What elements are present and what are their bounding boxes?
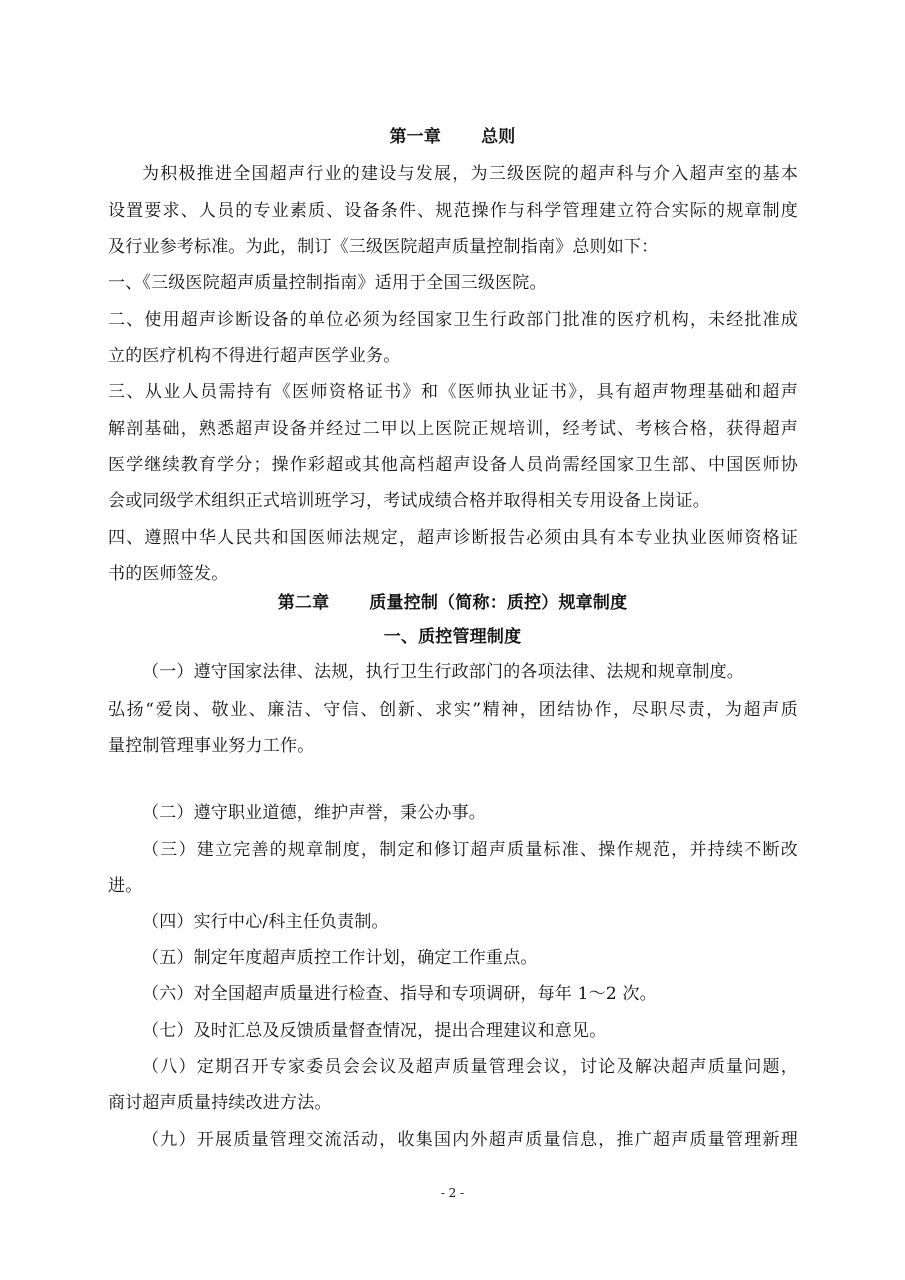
paragraph-line: （五）制定年度超声质控工作计划，确定工作重点。	[142, 948, 538, 968]
chapter-name: 质量控制（简称：质控）规章制度	[369, 593, 628, 613]
paragraph-line: （三）建立完善的规章制度，制定和修订超声质量标准、操作规范，并持续不断改	[142, 840, 798, 860]
paragraph-line: 解剖基础，熟悉超声设备并经过二甲以上医院正规培训，经考试、考核合格，获得超声	[108, 419, 798, 439]
paragraph-line: 四、遵照中华人民共和国医师法规定，超声诊断报告必须由具有本专业执业医师资格证	[108, 528, 798, 548]
paragraph-line: 三、从业人员需持有《医师资格证书》和《医师执业证书》，具有超声物理基础和超声	[108, 382, 798, 402]
paragraph-line: 弘扬“爱岗、敬业、廉洁、守信、创新、求实”精神，团结协作，尽职尽责，为超声质	[108, 700, 798, 720]
chapter-title	[0, 593, 905, 613]
paragraph-line: 医学继续教育学分；操作彩超或其他高档超声设备人员尚需经国家卫生部、中国医师协	[108, 455, 798, 475]
paragraph-line: 一、《三级医院超声质量控制指南》适用于全国三级医院。	[108, 273, 547, 293]
paragraph-line: 为积极推进全国超声行业的建设与发展，为三级医院的超声科与介入超声室的基本	[142, 164, 798, 184]
chapter-title	[0, 127, 905, 147]
paragraph-line: 书的医师签发。	[108, 564, 229, 584]
page-number: - 2 -	[440, 1186, 465, 1200]
paragraph-line: 及行业参考标准。为此，制订《三级医院超声质量控制指南》总则如下：	[108, 237, 659, 257]
chapter-number: 第一章	[389, 127, 442, 147]
paragraph-line: 量控制管理事业努力工作。	[108, 736, 315, 756]
paragraph-line: 设置要求、人员的专业素质、设备条件、规范操作与科学管理建立符合实际的规章制度	[108, 201, 798, 221]
paragraph-line: （一）遵守国家法律、法规，执行卫生行政部门的各项法律、法规和规章制度。	[142, 662, 744, 682]
paragraph-line: 会或同级学术组织正式培训班学习，考试成绩合格并取得相关专用设备上岗证。	[108, 491, 710, 511]
section-title: 一、质控管理制度	[383, 627, 522, 647]
paragraph-line: （四）实行中心/科主任负责制。	[142, 912, 389, 932]
chapter-number: 第二章	[277, 593, 330, 613]
paragraph-line: 立的医疗机构不得进行超声医学业务。	[108, 346, 401, 366]
chapter-name: 总则	[481, 127, 516, 147]
paragraph-line: （二）遵守职业道德，维护声誉，秉公办事。	[142, 803, 486, 823]
paragraph-line: （九）开展质量管理交流活动，收集国内外超声质量信息，推广超声质量管理新理	[142, 1130, 798, 1150]
paragraph-line: 商讨超声质量持续改进方法。	[108, 1093, 332, 1113]
paragraph-line: （六）对全国超声质量进行检查、指导和专项调研，每年 1～2 次。	[142, 984, 657, 1004]
paragraph-line: 进。	[108, 876, 143, 896]
paragraph-line: （七）及时汇总及反馈质量督查情况，提出合理建议和意见。	[142, 1021, 607, 1041]
paragraph-line: （八）定期召开专家委员会会议及超声质量管理会议，讨论及解决超声质量问题，	[142, 1057, 798, 1077]
paragraph-line: 二、使用超声诊断设备的单位必须为经国家卫生行政部门批准的医疗机构，未经批准成	[108, 310, 798, 330]
